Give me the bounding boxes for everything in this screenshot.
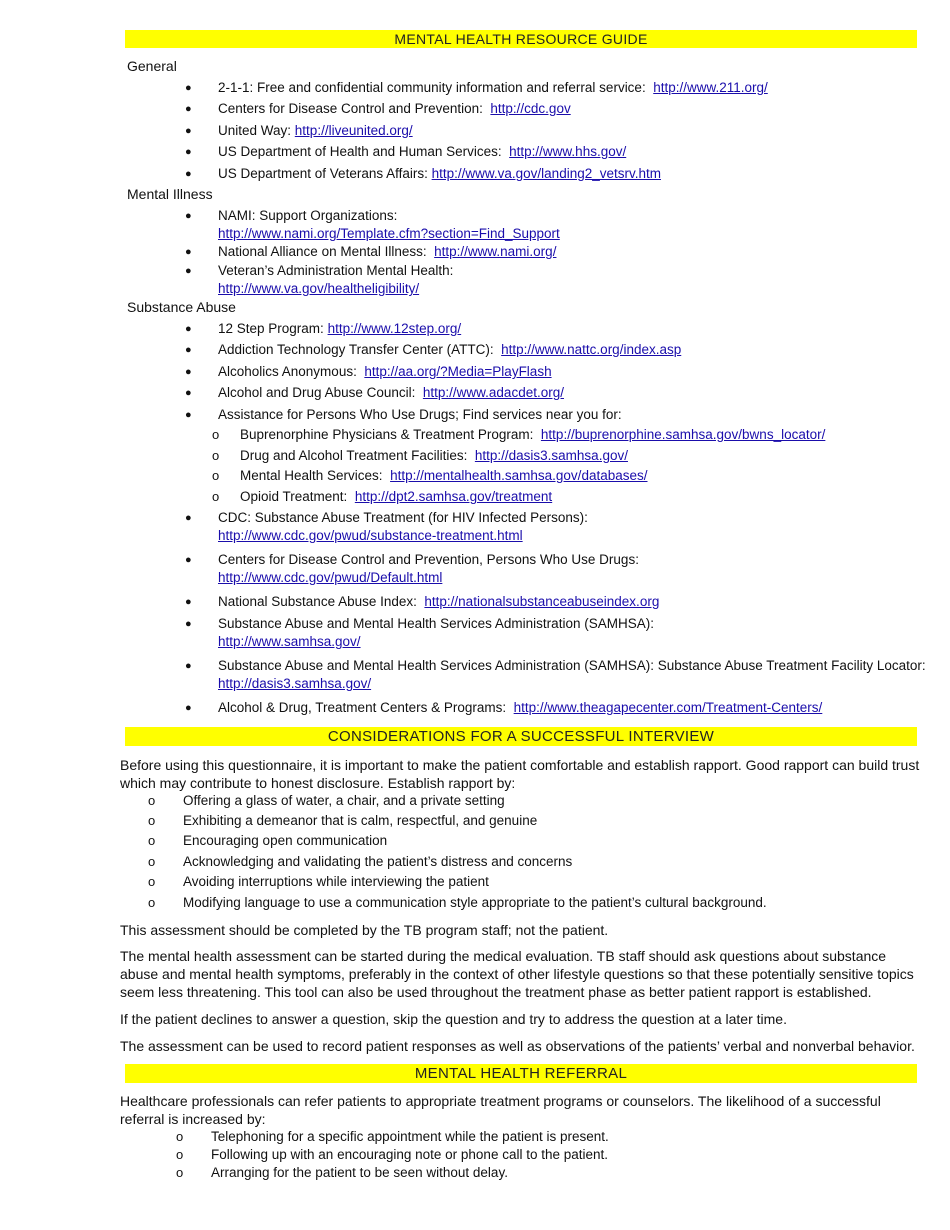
list-item: Alcohol and Drug Abuse Council: http://www.adacdet.org/ — [218, 385, 564, 400]
list-item: Exhibiting a demeanor that is calm, respectful, and genuine — [183, 813, 538, 828]
list-item: National Alliance on Mental Illness: http://www.nami.org/ — [218, 244, 557, 259]
resource-link[interactable]: http://www.samhsa.gov/ — [218, 634, 361, 649]
bullet-icon: ● — [185, 246, 192, 258]
paragraph: The mental health assessment can be started during the medical evaluation. TB staff should ask questions about substance abuse and mental health symptoms, preferably in the context of other lifestyle questions so that these potentially sensitive topics seem less threatening. This tool can also be used throughout the treatment phase as better patient rapport is established. — [120, 948, 914, 1000]
resource-link[interactable]: http://www.211.org/ — [653, 80, 768, 95]
list-item: NAMI: Support Organizations: http://www.nami.org/Template.cfm?section=Find_Support — [218, 208, 560, 241]
list-item: Encouraging open communication — [183, 833, 388, 848]
bullet-icon: ● — [185, 168, 192, 180]
bullet-icon: ● — [185, 409, 192, 421]
resource-link[interactable]: http://www.nami.org/ — [434, 244, 557, 259]
resource-link[interactable]: http://cdc.gov — [490, 101, 571, 116]
circle-bullet-icon: o — [176, 1165, 184, 1180]
circle-bullet-icon: o — [212, 468, 220, 483]
bullet-icon: ● — [185, 660, 192, 672]
resource-link[interactable]: http://www.hhs.gov/ — [509, 144, 627, 159]
list-item: Modifying language to use a communication style appropriate to the patient’s cultural background. — [183, 895, 767, 910]
circle-bullet-icon: o — [148, 833, 156, 848]
list-item: Avoiding interruptions while interviewing the patient — [183, 874, 489, 889]
circle-bullet-icon: o — [148, 874, 156, 889]
resource-link[interactable]: http://www.nami.org/Template.cfm?section=Find_Support — [218, 226, 560, 241]
circle-bullet-icon: o — [212, 427, 220, 442]
list-item: US Department of Veterans Affairs: http://www.va.gov/landing2_vetsrv.htm — [218, 166, 661, 181]
interview-title: CONSIDERATIONS FOR A SUCCESSFUL INTERVIEW — [125, 727, 917, 746]
substance-abuse-heading: Substance Abuse — [127, 299, 236, 315]
list-item: Centers for Disease Control and Prevention: http://cdc.gov — [218, 101, 571, 116]
circle-bullet-icon: o — [212, 489, 220, 504]
bullet-icon: ● — [185, 125, 192, 137]
bullet-icon: ● — [185, 618, 192, 630]
referral-intro: Healthcare professionals can refer patients to appropriate treatment programs or counselors. The likelihood of a successful referral is increased by: — [120, 1093, 881, 1127]
circle-bullet-icon: o — [212, 448, 220, 463]
resource-link[interactable]: http://dasis3.samhsa.gov/ — [474, 448, 628, 463]
resource-link[interactable]: http://www.nattc.org/index.asp — [501, 342, 682, 357]
list-item: Buprenorphine Physicians & Treatment Program: http://buprenorphine.samhsa.gov/bwns_locator/ — [240, 427, 826, 442]
interview-intro: Before using this questionnaire, it is important to make the patient comfortable and establish rapport. Good rapport can build trust which may contribute to honest disclosure. Establish rapport by: — [120, 757, 920, 791]
bullet-icon: ● — [185, 210, 192, 222]
circle-bullet-icon: o — [148, 895, 156, 910]
circle-bullet-icon: o — [176, 1129, 184, 1144]
bullet-icon: ● — [185, 387, 192, 399]
referral-title: MENTAL HEALTH REFERRAL — [125, 1064, 917, 1083]
resource-link[interactable]: http://www.12step.org/ — [327, 321, 462, 336]
list-item: National Substance Abuse Index: http://nationalsubstanceabuseindex.org — [218, 594, 660, 609]
list-item: Drug and Alcohol Treatment Facilities: http://dasis3.samhsa.gov/ — [240, 448, 628, 463]
resource-link[interactable]: http://aa.org/?Media=PlayFlash — [364, 364, 552, 379]
resource-link[interactable]: http://www.cdc.gov/pwud/Default.html — [218, 570, 443, 585]
list-item: Mental Health Services: http://mentalhealth.samhsa.gov/databases/ — [240, 468, 648, 483]
list-item: United Way: http://liveunited.org/ — [218, 123, 413, 138]
resource-guide-title: MENTAL HEALTH RESOURCE GUIDE — [125, 30, 917, 48]
resource-link[interactable]: http://nationalsubstanceabuseindex.org — [424, 594, 660, 609]
resource-link[interactable]: http://www.va.gov/landing2_vetsrv.htm — [431, 166, 661, 181]
list-item: Centers for Disease Control and Prevention, Persons Who Use Drugs: http://www.cdc.gov/pwud/Default.html — [218, 552, 639, 585]
list-item: Arranging for the patient to be seen without delay. — [211, 1165, 508, 1180]
resource-link[interactable]: http://www.adacdet.org/ — [422, 385, 564, 400]
bullet-icon: ● — [185, 344, 192, 356]
bullet-icon: ● — [185, 265, 192, 277]
resource-link[interactable]: http://buprenorphine.samhsa.gov/bwns_locator/ — [540, 427, 826, 442]
list-item: 12 Step Program: http://www.12step.org/ — [218, 321, 462, 336]
resource-link[interactable]: http://www.cdc.gov/pwud/substance-treatment.html — [218, 528, 523, 543]
bullet-icon: ● — [185, 103, 192, 115]
list-item: Veteran’s Administration Mental Health: http://www.va.gov/healtheligibility/ — [218, 263, 454, 296]
resource-link[interactable]: http://www.theagapecenter.com/Treatment-Centers/ — [513, 700, 823, 715]
circle-bullet-icon: o — [148, 793, 156, 808]
list-item: Addiction Technology Transfer Center (ATTC): http://www.nattc.org/index.asp — [218, 342, 682, 357]
bullet-icon: ● — [185, 146, 192, 158]
resource-link[interactable]: http://dasis3.samhsa.gov/ — [218, 676, 372, 691]
list-item: Assistance for Persons Who Use Drugs; Find services near you for: — [218, 407, 622, 422]
bullet-icon: ● — [185, 554, 192, 566]
list-item: 2-1-1: Free and confidential community information and referral service: http://www.211.org/ — [218, 80, 768, 95]
bullet-icon: ● — [185, 366, 192, 378]
list-item: Substance Abuse and Mental Health Services Administration (SAMHSA): http://www.samhsa.gov/ — [218, 616, 654, 649]
bullet-icon: ● — [185, 702, 192, 714]
list-item: Acknowledging and validating the patient’s distress and concerns — [183, 854, 573, 869]
bullet-icon: ● — [185, 512, 192, 524]
list-item: Following up with an encouraging note or phone call to the patient. — [211, 1147, 609, 1162]
list-item: Alcoholics Anonymous: http://aa.org/?Media=PlayFlash — [218, 364, 552, 379]
bullet-icon: ● — [185, 323, 192, 335]
list-item: Offering a glass of water, a chair, and a private setting — [183, 793, 505, 808]
paragraph: This assessment should be completed by the TB program staff; not the patient. — [120, 922, 609, 938]
list-item: US Department of Health and Human Services: http://www.hhs.gov/ — [218, 144, 627, 159]
circle-bullet-icon: o — [176, 1147, 184, 1162]
bullet-icon: ● — [185, 596, 192, 608]
list-item: CDC: Substance Abuse Treatment (for HIV Infected Persons): http://www.cdc.gov/pwud/substance-treatment.html — [218, 510, 588, 543]
resource-link[interactable]: http://liveunited.org/ — [294, 123, 413, 138]
paragraph: The assessment can be used to record patient responses as well as observations of the patients’ verbal and nonverbal behavior. — [120, 1038, 915, 1054]
bullet-icon: ● — [185, 82, 192, 94]
resource-link[interactable]: http://dpt2.samhsa.gov/treatment — [354, 489, 553, 504]
resource-link[interactable]: http://www.va.gov/healtheligibility/ — [218, 281, 420, 296]
general-heading: General — [127, 58, 177, 74]
circle-bullet-icon: o — [148, 854, 156, 869]
list-item: Alcohol & Drug, Treatment Centers & Programs: http://www.theagapecenter.com/Treatment-Centers/ — [218, 700, 823, 715]
list-item: Substance Abuse and Mental Health Services Administration (SAMHSA): Substance Abuse Treatment Facility Locator: http://dasis3.samhsa.gov/ — [218, 658, 926, 691]
resource-link[interactable]: http://mentalhealth.samhsa.gov/databases/ — [390, 468, 648, 483]
paragraph: If the patient declines to answer a question, skip the question and try to address the question at a later time. — [120, 1011, 787, 1027]
list-item: Telephoning for a specific appointment while the patient is present. — [211, 1129, 609, 1144]
mental-illness-heading: Mental Illness — [127, 186, 213, 202]
list-item: Opioid Treatment: http://dpt2.samhsa.gov/treatment — [240, 489, 553, 504]
circle-bullet-icon: o — [148, 813, 156, 828]
